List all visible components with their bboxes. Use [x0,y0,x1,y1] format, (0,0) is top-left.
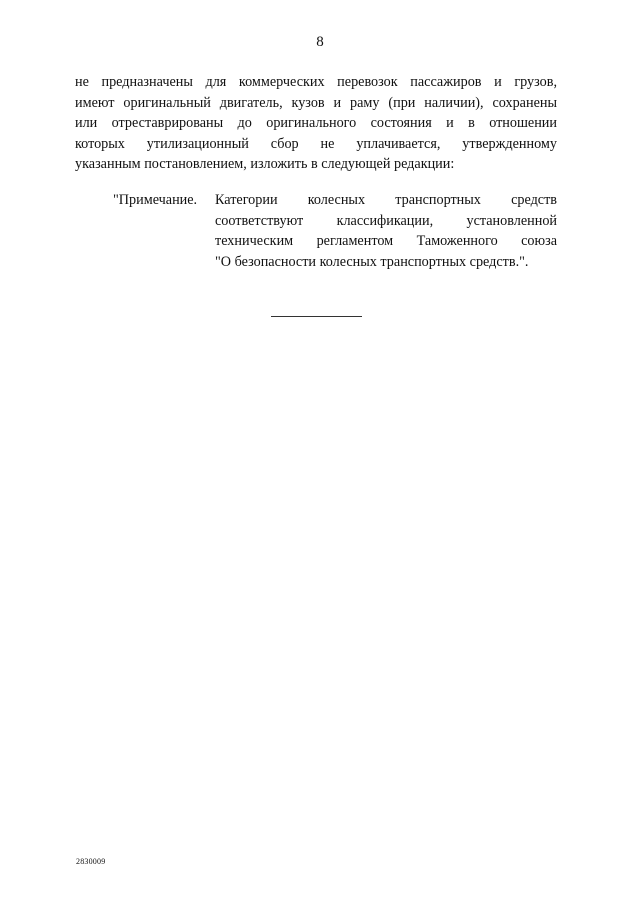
paragraph-line: которых утилизационный сбор не уплачивается, утвержденному [75,135,557,152]
paragraph-line: не предназначены для коммерческих перевозок пассажиров и грузов, [75,74,557,90]
note-line: соответствуют классификации, установленной [215,212,557,229]
paragraph-line: имеют оригинальный двигатель, кузов и раму (при наличии), сохранены [75,94,557,111]
note-line: "О безопасности колесных транспортных средств.". [215,253,529,270]
paragraph-line: или отреставрированы до оригинального состояния и в отношении [75,115,557,131]
page-number: 8 [316,34,324,50]
main-paragraph [75,72,557,175]
paragraph-line: указанным постановлением, изложить в следующей редакции: [75,156,455,172]
note-line: техническим регламентом Таможенного союза [215,233,557,249]
note-label: "Примечание. [113,192,198,208]
end-of-text-rule [271,316,362,317]
note-text [215,190,557,272]
note-line: Категории колесных транспортных средств [215,192,557,208]
document-code: 2830009 [76,857,106,866]
